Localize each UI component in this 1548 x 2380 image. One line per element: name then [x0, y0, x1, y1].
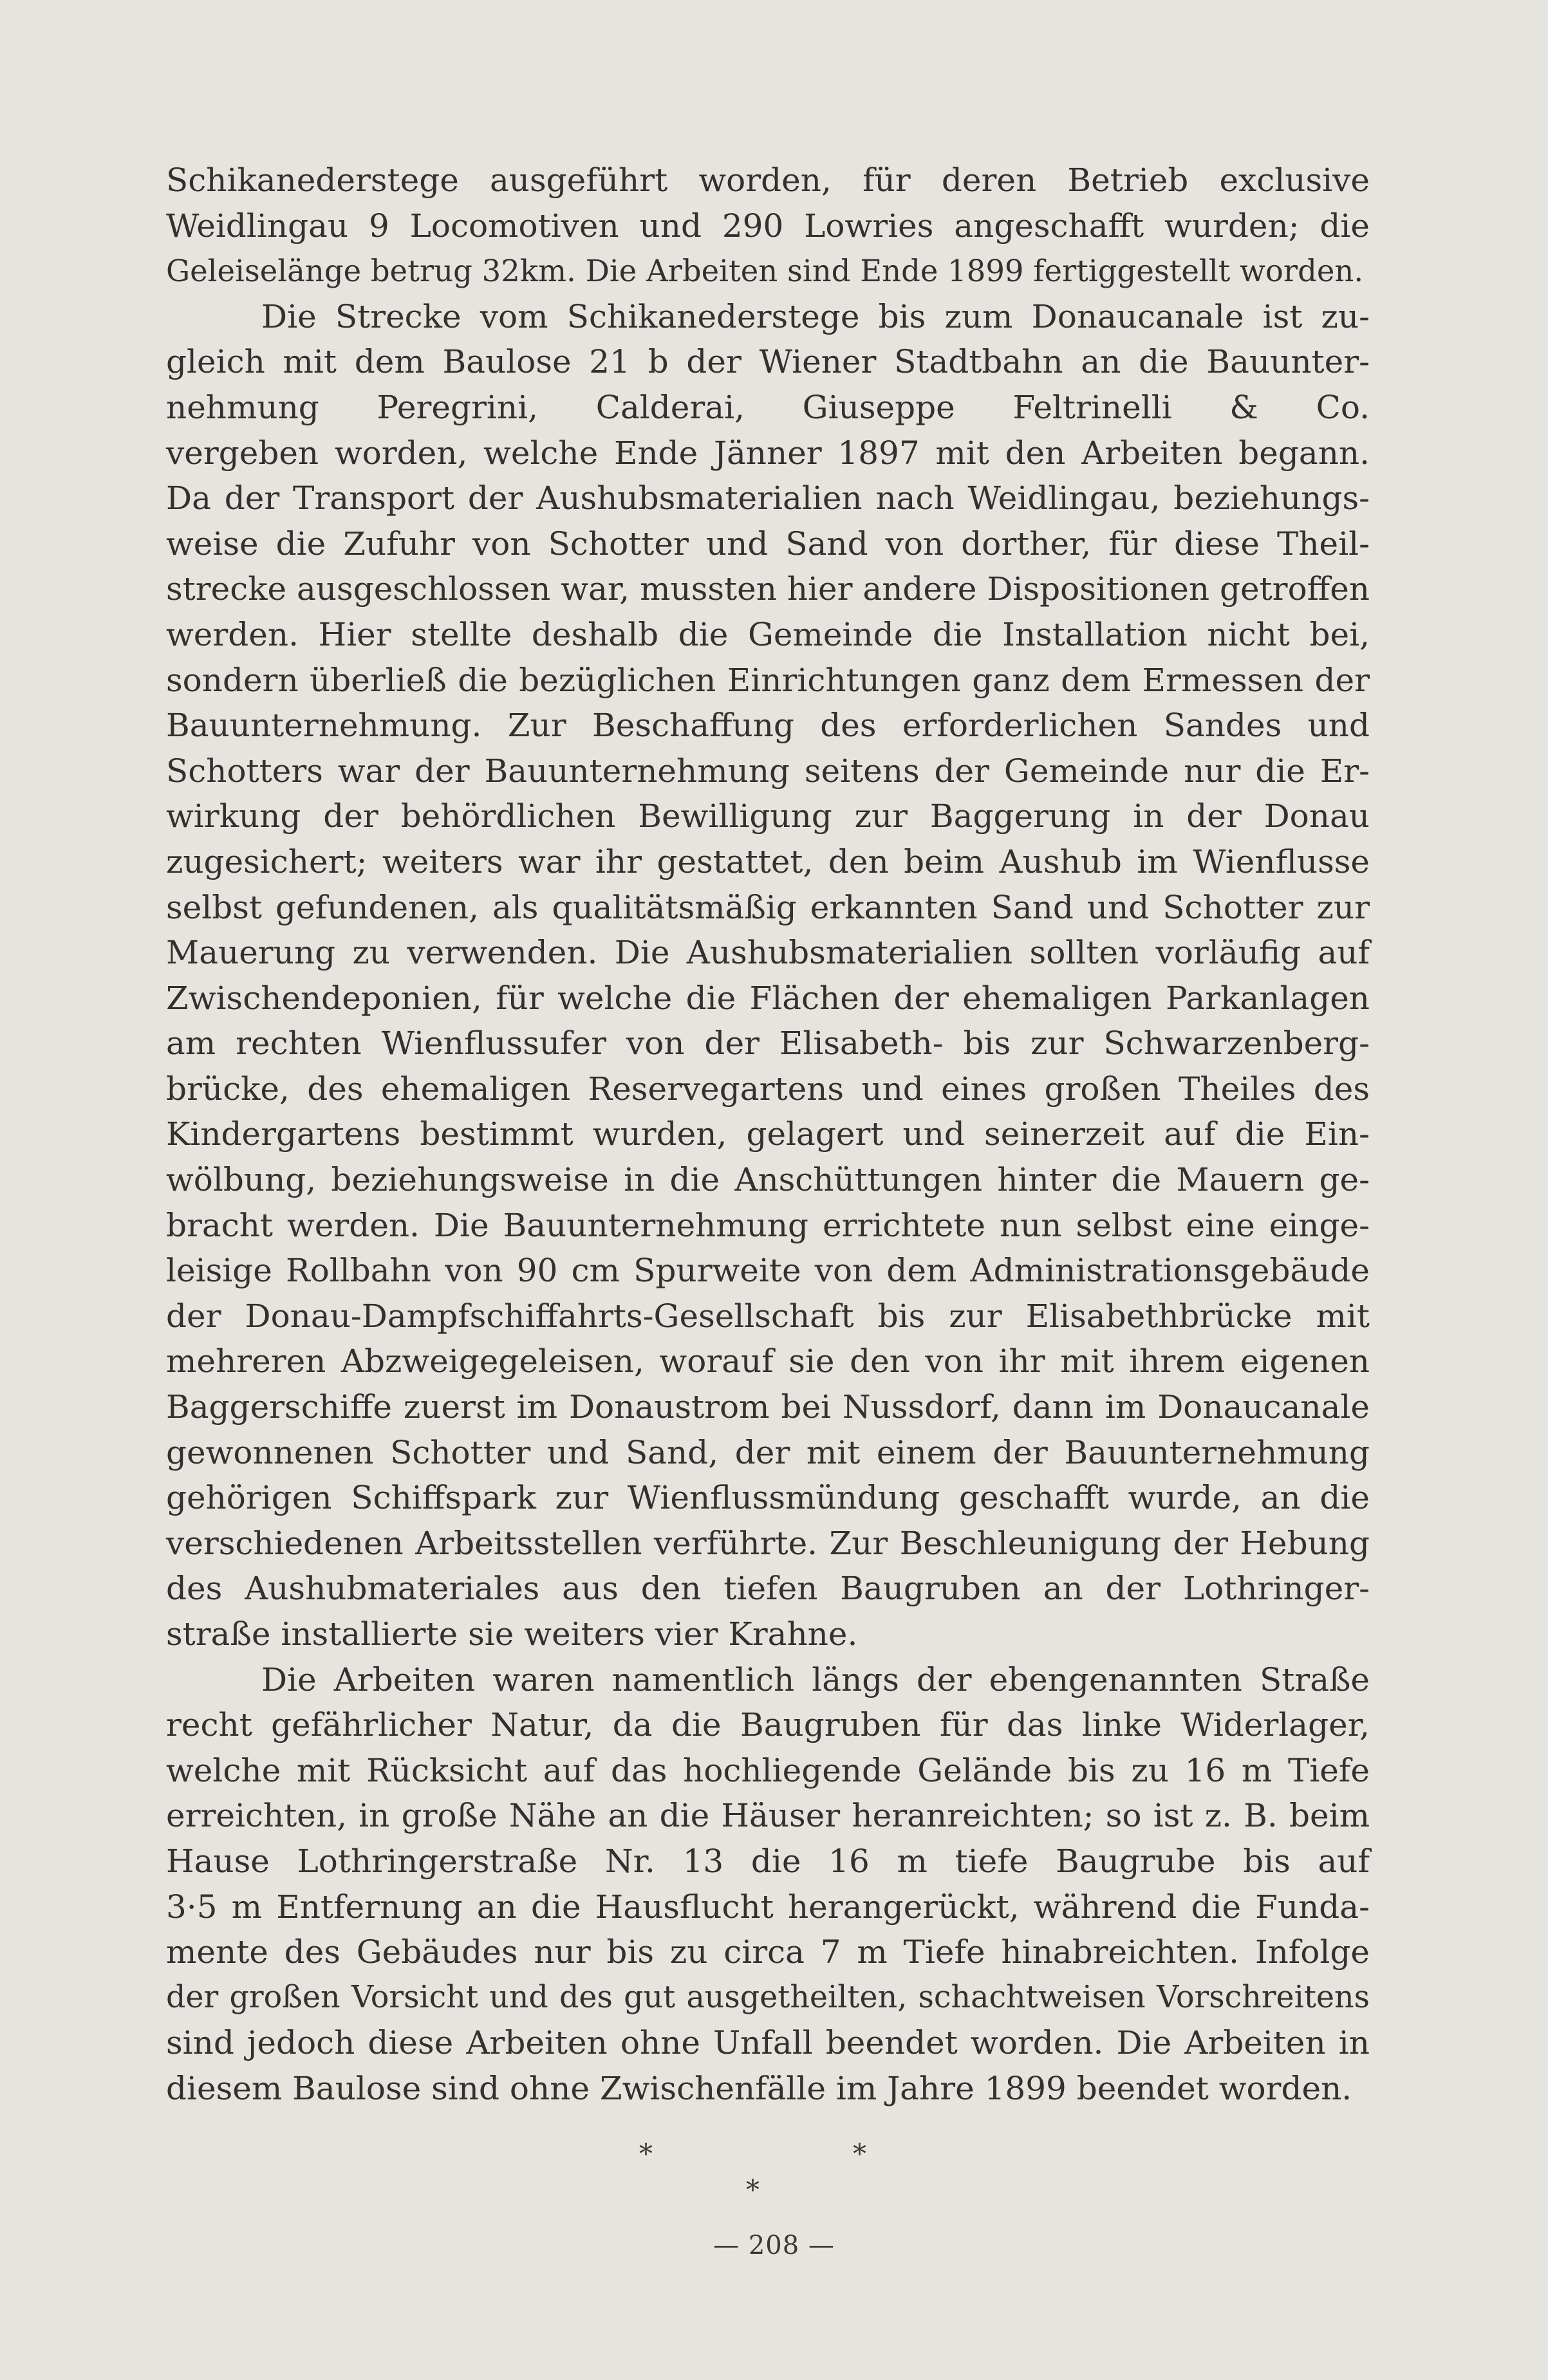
text-line: sondern überließ die bezüglichen Einrichtungen ganz dem Ermessen der [166, 661, 1370, 699]
text-line: Da der Transport der Aushubsmaterialien nach Weidlingau, beziehungs- [166, 479, 1370, 517]
paragraph [166, 1657, 1370, 2112]
body-text [166, 158, 1370, 2112]
text-line: Die Strecke vom Schikanederstege bis zum Donaucanale ist zu- [261, 297, 1370, 335]
text-line: Die Arbeiten waren namentlich längs der ebengenannten Straße [261, 1660, 1370, 1698]
text-line: bracht werden. Die Bauunternehmung errichtete nun selbst eine einge- [166, 1206, 1370, 1244]
text-line: Bauunternehmung. Zur Beschaffung des erforderlichen Sandes und [166, 707, 1370, 745]
text-line: Zwischendeponien, für welche die Flächen der ehemaligen Parkanlagen [166, 979, 1370, 1017]
text-line: gehörigen Schiffspark zur Wienflussmündung geschafft wurde, an die [166, 1479, 1370, 1517]
text-line: der großen Vorsicht und des gut ausgetheilten, schachtweisen Vorschreitens [166, 1979, 1370, 2015]
text-line: Weidlingau 9 Locomotiven und 290 Lowries angeschafft wurden; die [166, 207, 1370, 245]
text-line: mente des Gebäudes nur bis zu circa 7 m Tiefe hinabreichten. Infolge [166, 1933, 1370, 1971]
text-line: Geleiselänge betrug 32km. Die Arbeiten sind Ende 1899 fertiggestellt worden. [166, 254, 1364, 289]
text-line: zugesichert; weiters war ihr gestattet, den beim Aushub im Wienflusse [166, 842, 1370, 880]
page-number: — 208 — [713, 2231, 835, 2260]
text-line: Baggerschiffe zuerst im Donaustrom bei Nussdorf, dann im Donaucanale [166, 1388, 1370, 1426]
text-line: welche mit Rücksicht auf das hochliegende Gelände bis zu 16 m Tiefe [166, 1751, 1370, 1789]
text-line: selbst gefundenen, als qualitätsmäßig erkannten Sand und Schotter zur [166, 888, 1370, 926]
text-line: diesem Baulose sind ohne Zwischenfälle im Jahre 1899 beendet worden. [166, 2069, 1352, 2107]
text-line: gleich mit dem Baulose 21 b der Wiener Stadtbahn an die Bauunter- [166, 343, 1370, 381]
text-line: strecke ausgeschlossen war, mussten hier andere Dispositionen getroffen [166, 570, 1370, 608]
paragraph [166, 294, 1370, 1657]
separator-star: * [639, 2138, 653, 2170]
text-line: Mauerung zu verwenden. Die Aushubsmaterialien sollten vorläufig auf [166, 934, 1370, 972]
text-line: vergeben worden, welche Ende Jänner 1897 mit den Arbeiten begann. [166, 434, 1370, 472]
text-line: Kindergartens bestimmt wurden, gelagert und seinerzeit auf die Ein- [166, 1115, 1370, 1153]
separator-star: * [746, 2174, 760, 2206]
text-line: des Aushubmateriales aus den tiefen Baugruben an der Lothringer- [166, 1570, 1370, 1608]
text-line: der Donau-Dampfschiffahrts-Gesellschaft bis zur Elisabethbrücke mit [166, 1297, 1370, 1335]
text-line: mehreren Abzweigegeleisen, worauf sie den von ihr mit ihrem eigenen [166, 1343, 1370, 1381]
paragraph [166, 158, 1370, 294]
separator-star: * [853, 2138, 866, 2170]
text-line: verschiedenen Arbeitsstellen verführte. Zur Beschleunigung der Hebung [166, 1524, 1370, 1562]
text-line: Schotters war der Bauunternehmung seitens der Gemeinde nur die Er- [166, 752, 1370, 790]
text-line: straße installierte sie weiters vier Krahne. [166, 1615, 858, 1653]
text-line: erreichten, in große Nähe an die Häuser heranreichten; so ist z. B. beim [166, 1797, 1370, 1835]
text-line: wölbung, beziehungsweise in die Anschüttungen hinter die Mauern ge- [166, 1161, 1370, 1199]
text-line: wirkung der behördlichen Bewilligung zur Baggerung in der Donau [166, 797, 1370, 835]
text-line: Hause Lothringerstraße Nr. 13 die 16 m tiefe Baugrube bis auf [166, 1842, 1370, 1880]
text-line: sind jedoch diese Arbeiten ohne Unfall beendet worden. Die Arbeiten in [166, 2024, 1370, 2062]
text-line: gewonnenen Schotter und Sand, der mit einem der Bauunternehmung [166, 1433, 1370, 1471]
section-separator [0, 2138, 1548, 2218]
text-line: am rechten Wienflussufer von der Elisabeth- bis zur Schwarzenberg- [166, 1025, 1370, 1063]
text-line: 3·5 m Entfernung an die Hausflucht herangerückt, während die Funda- [166, 1888, 1370, 1926]
text-line: weise die Zufuhr von Schotter und Sand von dorther, für diese Theil- [166, 525, 1370, 562]
text-line: Schikanederstege ausgeführt worden, für deren Betrieb exclusive [166, 162, 1370, 199]
text-line: recht gefährlicher Natur, da die Baugruben für das linke Widerlager, [166, 1706, 1370, 1744]
text-line: nehmung Peregrini, Calderai, Giuseppe Feltrinelli & Co. [166, 388, 1370, 426]
text-line: leisige Rollbahn von 90 cm Spurweite von dem Administrationsgebäude [166, 1252, 1370, 1290]
text-line: brücke, des ehemaligen Reservegartens und eines großen Theiles des [166, 1070, 1370, 1108]
text-line: werden. Hier stellte deshalb die Gemeinde die Installation nicht bei, [166, 615, 1370, 653]
